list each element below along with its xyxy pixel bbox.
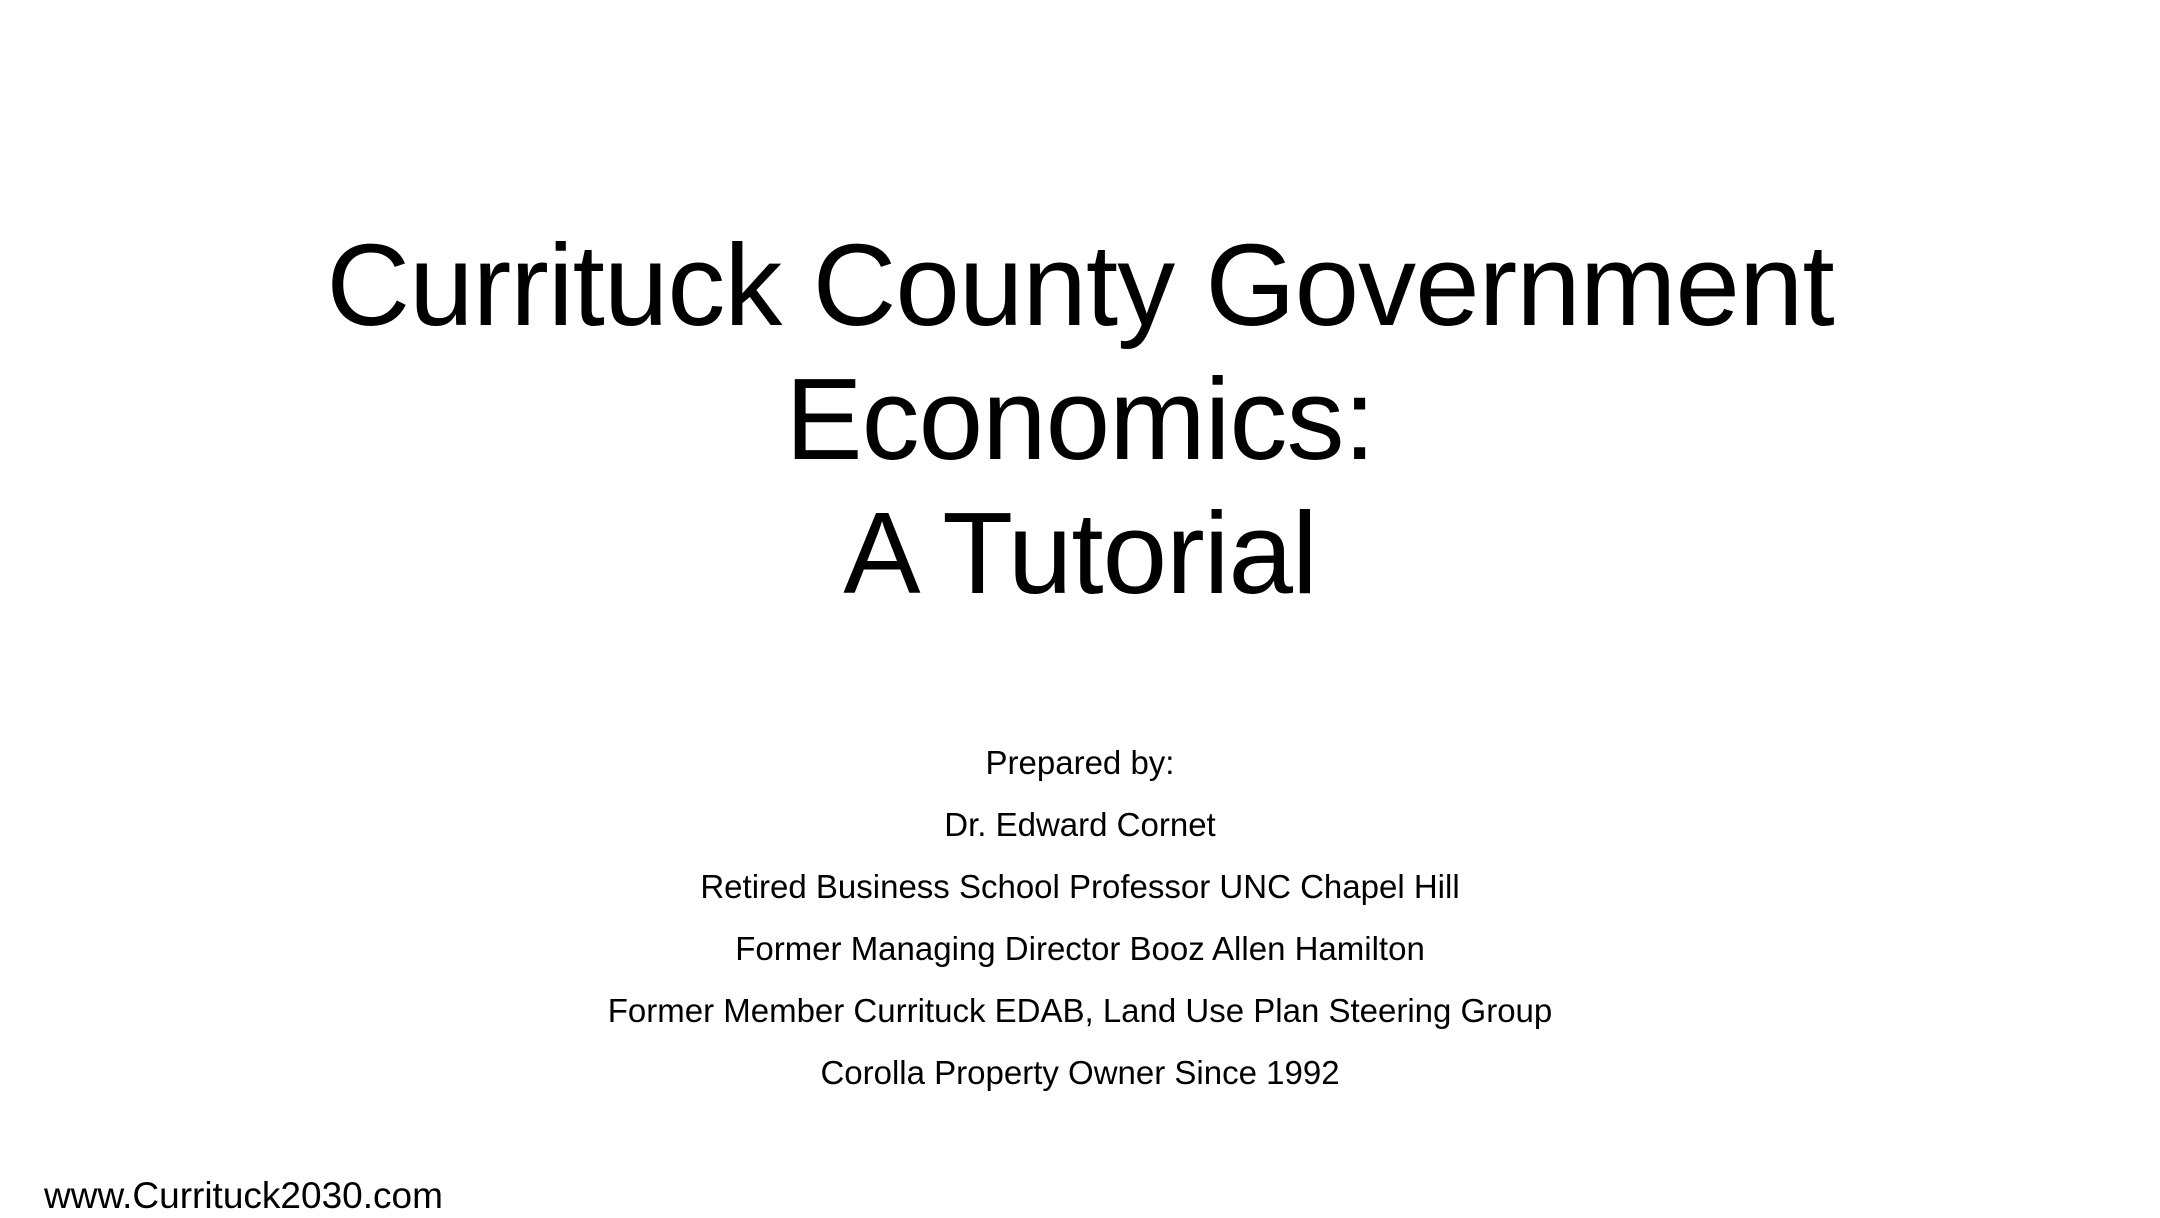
prepared-by-label: Prepared by: bbox=[985, 744, 1175, 781]
credential-line-1: Retired Business School Professor UNC Chapel Hill bbox=[700, 868, 1460, 905]
title-line-2: Economics: bbox=[785, 354, 1375, 484]
title-line-1: Currituck County Government bbox=[326, 220, 1834, 350]
credential-line-4: Corolla Property Owner Since 1992 bbox=[820, 1054, 1340, 1091]
slide-title bbox=[0, 218, 2160, 620]
credential-line-3: Former Member Currituck EDAB, Land Use Plan Steering Group bbox=[607, 992, 1553, 1029]
footer-website-url: www.Currituck2030.com bbox=[44, 1175, 443, 1216]
title-line-3: A Tutorial bbox=[843, 488, 1317, 618]
author-credits bbox=[0, 732, 2160, 1104]
author-name: Dr. Edward Cornet bbox=[944, 806, 1216, 843]
credential-line-2: Former Managing Director Booz Allen Hamilton bbox=[735, 930, 1425, 967]
